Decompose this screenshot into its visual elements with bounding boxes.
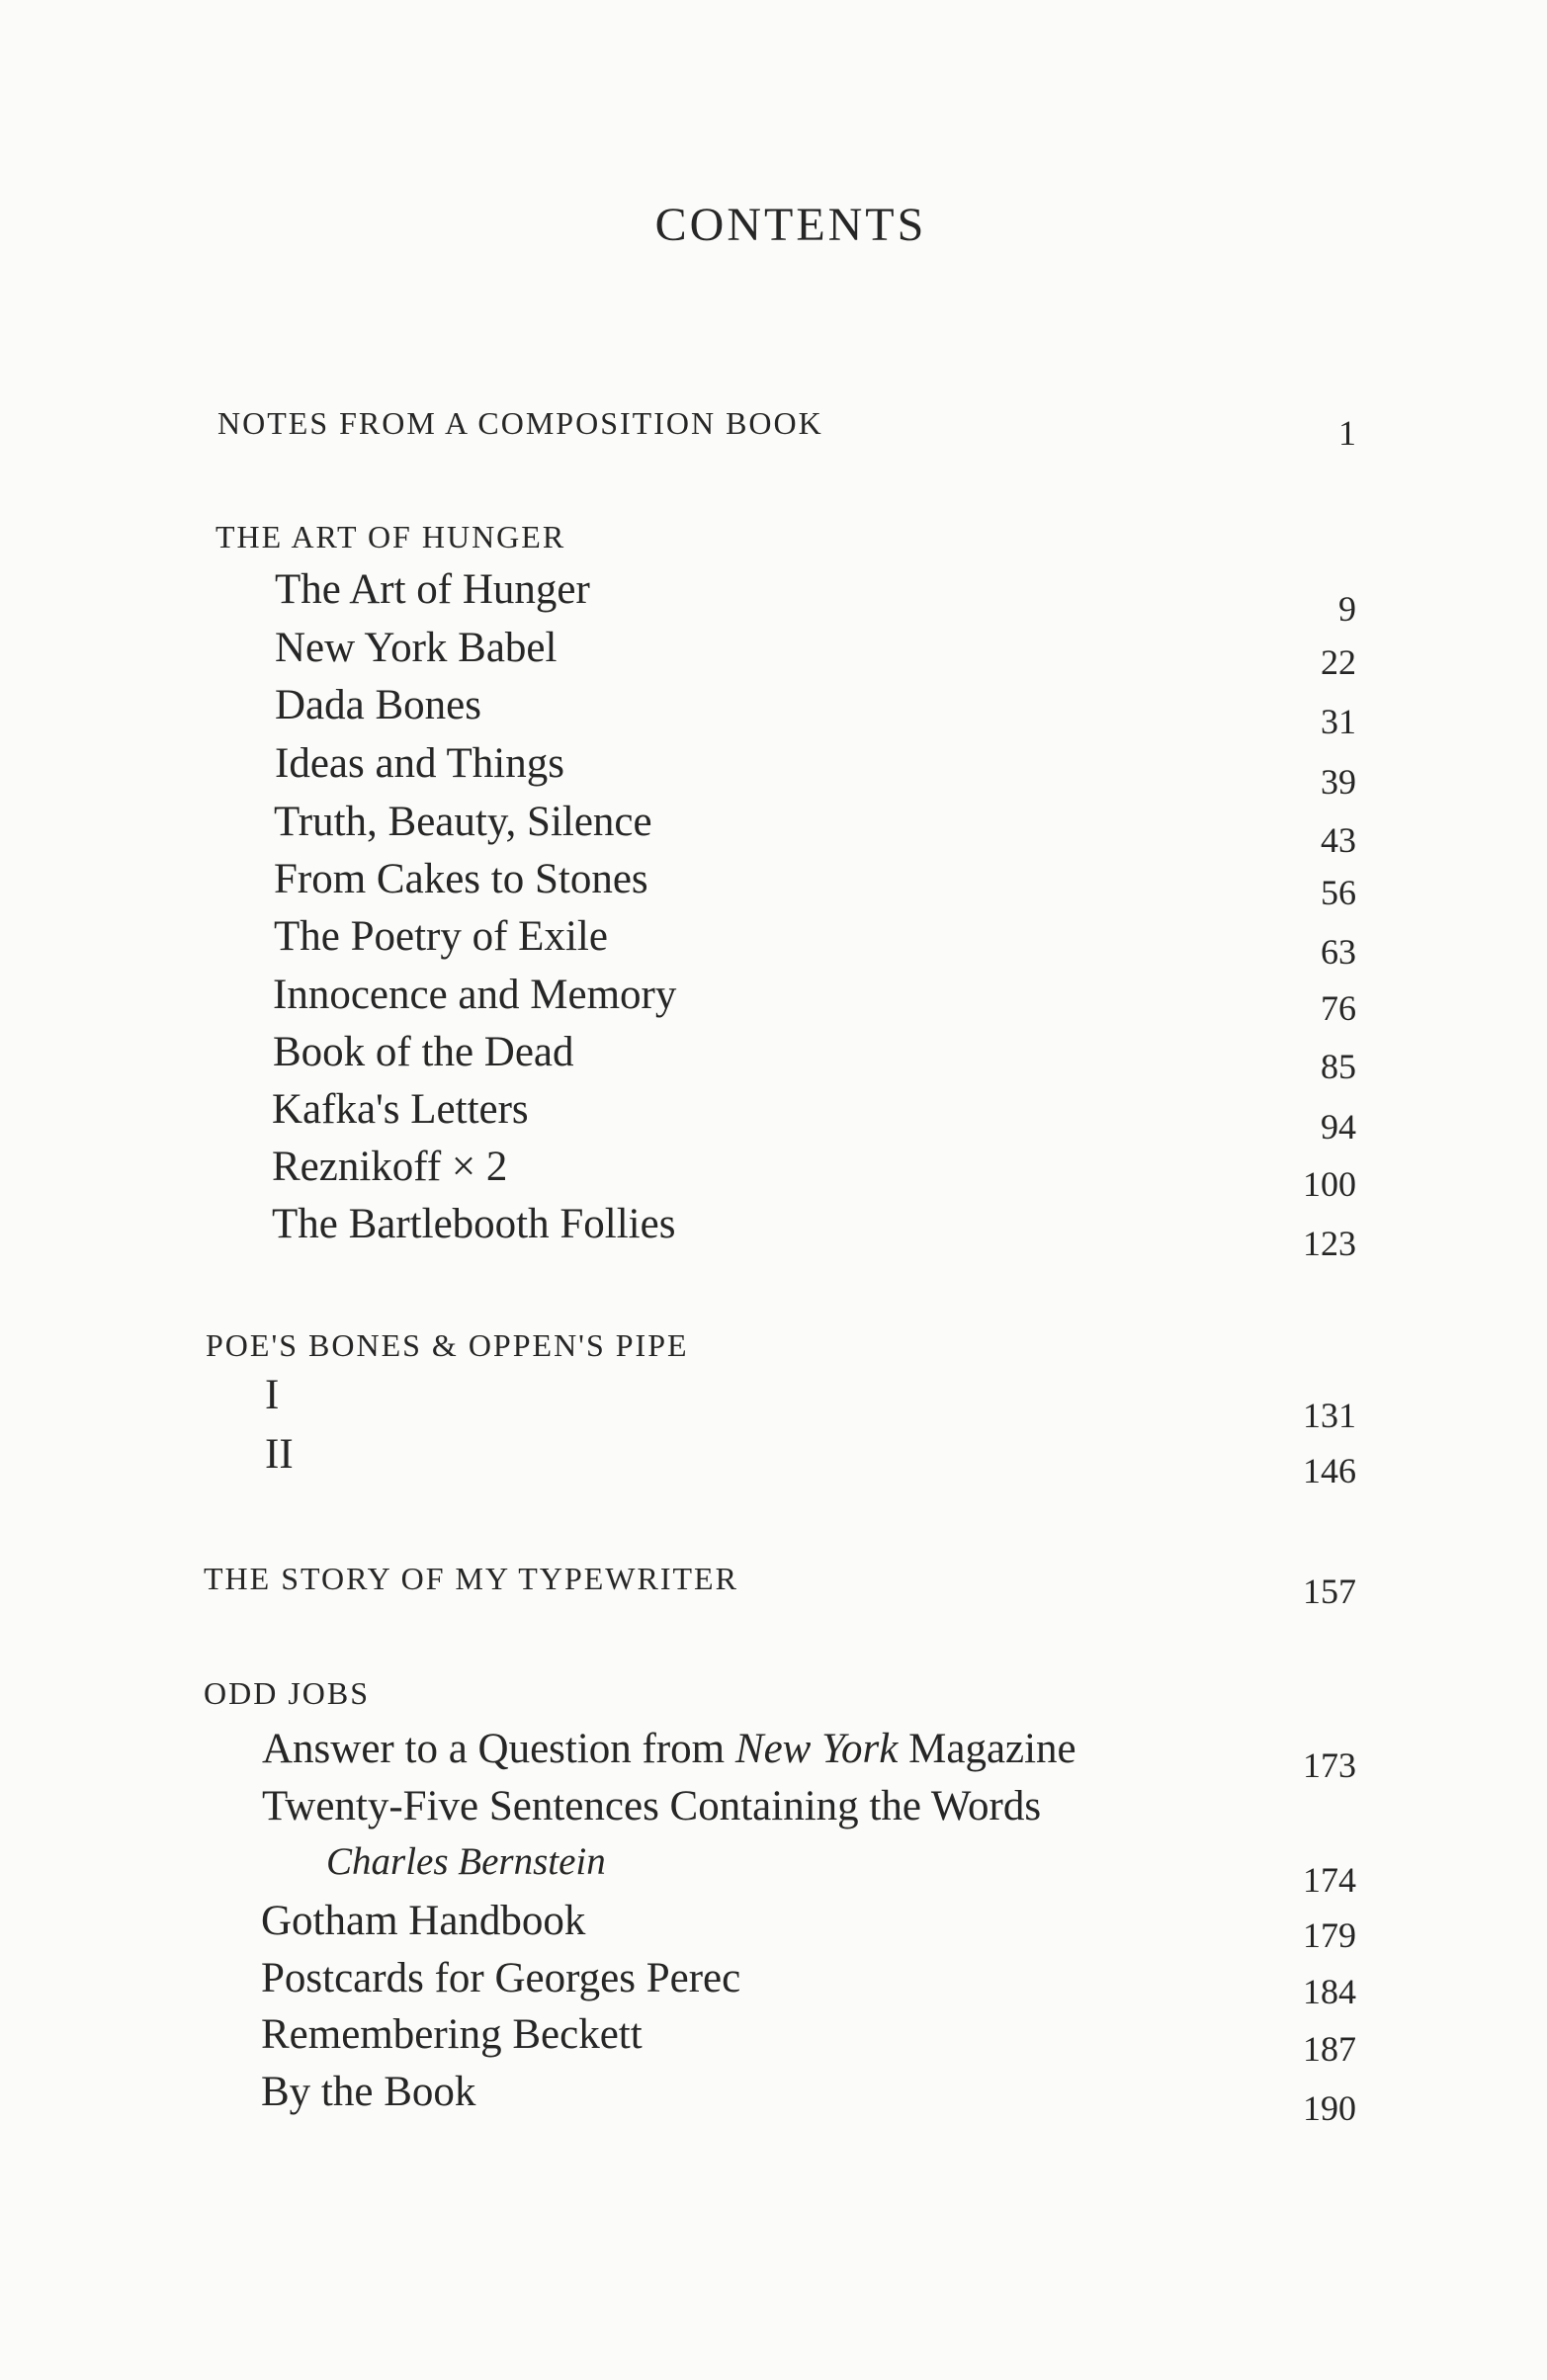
toc-entry: Book of the Dead (273, 1029, 574, 1075)
toc-entry: Gotham Handbook (261, 1898, 586, 1944)
page-number: 123 (1303, 1224, 1356, 1263)
toc-entry: Reznikoff × 2 (272, 1144, 508, 1190)
page-number: 157 (1303, 1572, 1356, 1611)
toc-entry: From Cakes to Stones (274, 856, 648, 902)
entry-title-part: Magazine (898, 1726, 1076, 1772)
page-number: 85 (1321, 1047, 1356, 1086)
toc-entry: Ideas and Things (275, 740, 564, 787)
page-number: 131 (1303, 1396, 1356, 1435)
page-number: 174 (1303, 1860, 1356, 1900)
page-number: 43 (1321, 820, 1356, 860)
page-number: 100 (1303, 1164, 1356, 1204)
page-number: 31 (1321, 702, 1356, 741)
entry-title-part: Answer to a Question from (262, 1726, 735, 1772)
toc-entry: Dada Bones (275, 682, 481, 728)
toc-entry: The Bartlebooth Follies (272, 1201, 676, 1247)
toc-entry-subtitle: Charles Bernstein (326, 1840, 606, 1883)
page-number: 94 (1321, 1107, 1356, 1147)
page-number: 56 (1321, 873, 1356, 912)
toc-entry: The Art of Hunger (275, 566, 590, 613)
page-number: 63 (1321, 932, 1356, 972)
toc-entry: I (265, 1372, 280, 1418)
page-number: 9 (1338, 589, 1356, 629)
toc-entry: Truth, Beauty, Silence (274, 799, 652, 845)
toc-entry: Kafka's Letters (272, 1086, 529, 1133)
section-heading: THE ART OF HUNGER (215, 519, 566, 554)
page-number: 184 (1303, 1972, 1356, 2011)
toc-entry: Remembering Beckett (261, 2011, 643, 2058)
toc-entry: Twenty-Five Sentences Containing the Words (262, 1783, 1042, 1829)
toc-entry (262, 1728, 1076, 1770)
toc-entry: Innocence and Memory (273, 972, 677, 1018)
page-number: 190 (1303, 2088, 1356, 2128)
page-number: 1 (1338, 413, 1356, 453)
page-number: 173 (1303, 1745, 1356, 1785)
toc-entry: By the Book (261, 2069, 476, 2115)
toc-entry: Postcards for Georges Perec (261, 1955, 741, 2001)
page-number: 146 (1303, 1451, 1356, 1490)
page-number: 22 (1321, 642, 1356, 682)
section-heading: POE'S BONES & OPPEN'S PIPE (206, 1327, 689, 1363)
toc-entry: II (265, 1431, 294, 1478)
section-heading: THE STORY OF MY TYPEWRITER (204, 1561, 738, 1596)
page-title: CONTENTS (654, 199, 927, 251)
entry-title-italic: New York (734, 1726, 899, 1772)
section-heading: ODD JOBS (204, 1675, 371, 1711)
toc-entry: The Poetry of Exile (274, 913, 608, 960)
page-number: 187 (1303, 2029, 1356, 2069)
toc-entry: New York Babel (275, 625, 558, 671)
page-number: 76 (1321, 988, 1356, 1028)
page-number: 179 (1303, 1915, 1356, 1955)
page-number: 39 (1321, 762, 1356, 802)
section-heading: NOTES FROM A COMPOSITION BOOK (217, 405, 823, 441)
